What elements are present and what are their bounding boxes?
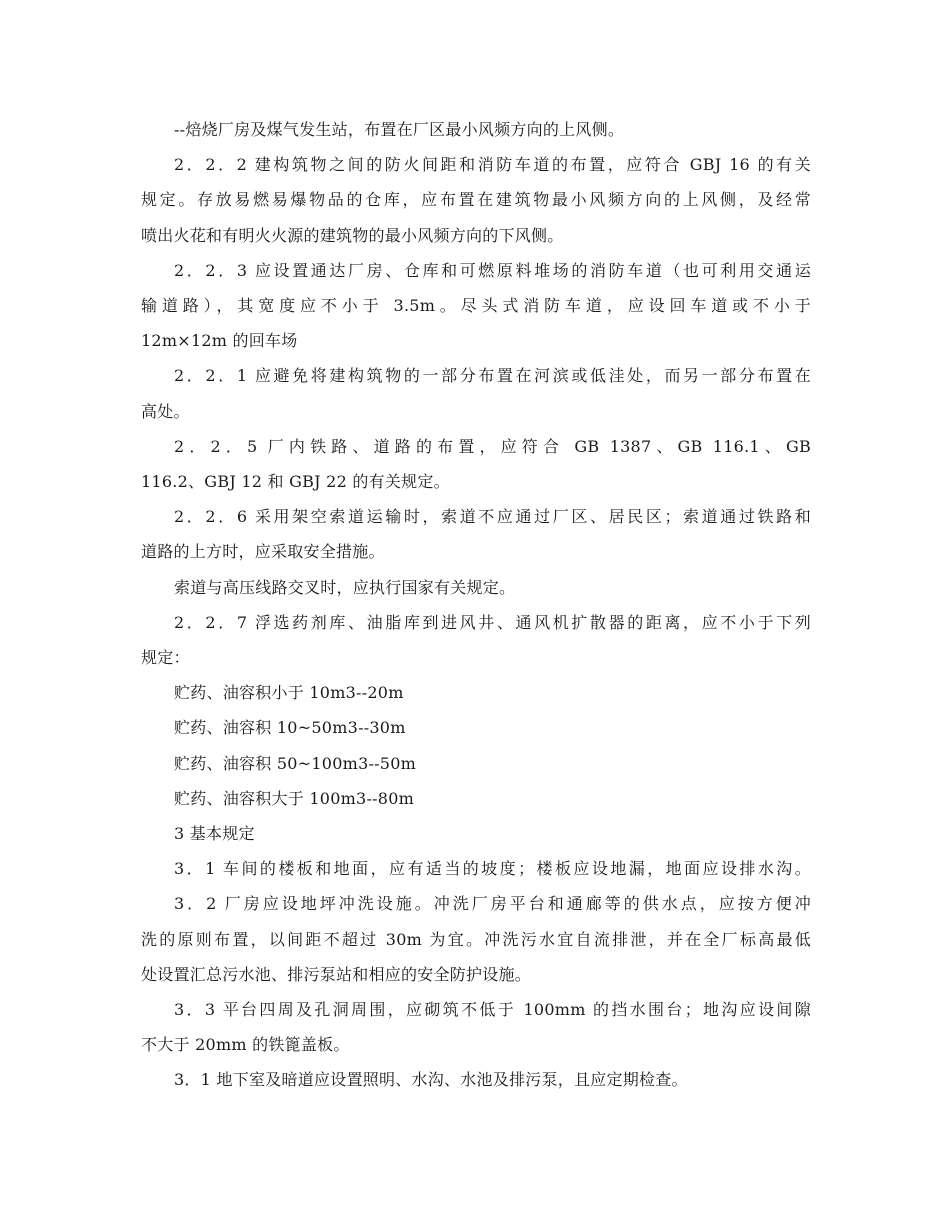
- text-line: 116.2、GBJ 12 和 GBJ 22 的有关规定。: [141, 472, 450, 492]
- text-line: 索道与高压线路交叉时，应执行国家有关规定。: [174, 577, 516, 597]
- text-line: --焙烧厂房及煤气发生站，布置在厂区最小风频方向的上风侧。: [174, 120, 625, 139]
- text-line: 贮药、油容积小于 10m3--20m: [174, 683, 404, 703]
- text-line: 喷出火花和有明火火源的建筑物的最小风频方向的下风侧。: [141, 225, 564, 245]
- text-line: 不大于 20mm 的铁篦盖板。: [141, 1035, 350, 1055]
- text-line: 3．1 车间的楼板和地面，应有适当的坡度；楼板应设地漏，地面应设排水沟。: [174, 859, 811, 879]
- text-line: 输道路），其宽度应不小于 3.5m。尽头式消防车道，应设回车道或不小于: [141, 296, 811, 316]
- text-line: 道路的上方时，应采取安全措施。: [141, 542, 385, 562]
- text-line: 高处。: [141, 401, 190, 421]
- text-line: 3．1 地下室及暗道应设置照明、水沟、水池及排污泵，且应定期检查。: [174, 1070, 688, 1090]
- text-line: 3 基本规定: [174, 824, 255, 844]
- text-line: 3．2 厂房应设地坪冲洗设施。冲洗厂房平台和通廊等的供水点，应按方便冲: [174, 894, 811, 914]
- text-line: 12m×12m 的回车场: [141, 331, 298, 351]
- text-line: 处设置汇总污水池、排污泵站和相应的安全防护设施。: [141, 964, 532, 984]
- text-line: 3．3 平台四周及孔洞周围，应砌筑不低于 100mm 的挡水围台；地沟应设间隙: [174, 1000, 811, 1020]
- text-line: 规定：: [141, 648, 190, 668]
- text-line: 2．2．7 浮选药剂库、油脂库到进风井、通风机扩散器的距离，应不小于下列: [174, 612, 811, 632]
- text-line: 贮药、油容积 10~50m3--30m: [174, 718, 406, 738]
- text-line: 2．2．3 应设置通达厂房、仓库和可燃原料堆场的消防车道（也可利用交通运: [174, 260, 811, 280]
- text-line: 2．2．5 厂内铁路、道路的布置，应符合 GB 1387、GB 116.1、GB: [174, 436, 811, 456]
- text-line: 2．2．1 应避免将建构筑物的一部分布置在河滨或低洼处，而另一部分布置在: [174, 366, 811, 386]
- text-line: 贮药、油容积 50~100m3--50m: [174, 753, 417, 773]
- text-line: 2．2．6 采用架空索道运输时，索道不应通过厂区、居民区；索道通过铁路和: [174, 507, 811, 527]
- text-line: 洗的原则布置，以间距不超过 30m 为宜。冲洗污水宜自流排泄，并在全厂标高最低: [141, 929, 811, 949]
- document-page: [141, 112, 811, 1098]
- text-line: 规定。存放易燃易爆物品的仓库，应布置在建筑物最小风频方向的上风侧，及经常: [141, 190, 811, 210]
- text-line: 2．2．2 建构筑物之间的防火间距和消防车道的布置，应符合 GBJ 16 的有关: [174, 155, 811, 175]
- text-line: 贮药、油容积大于 100m3--80m: [174, 788, 415, 808]
